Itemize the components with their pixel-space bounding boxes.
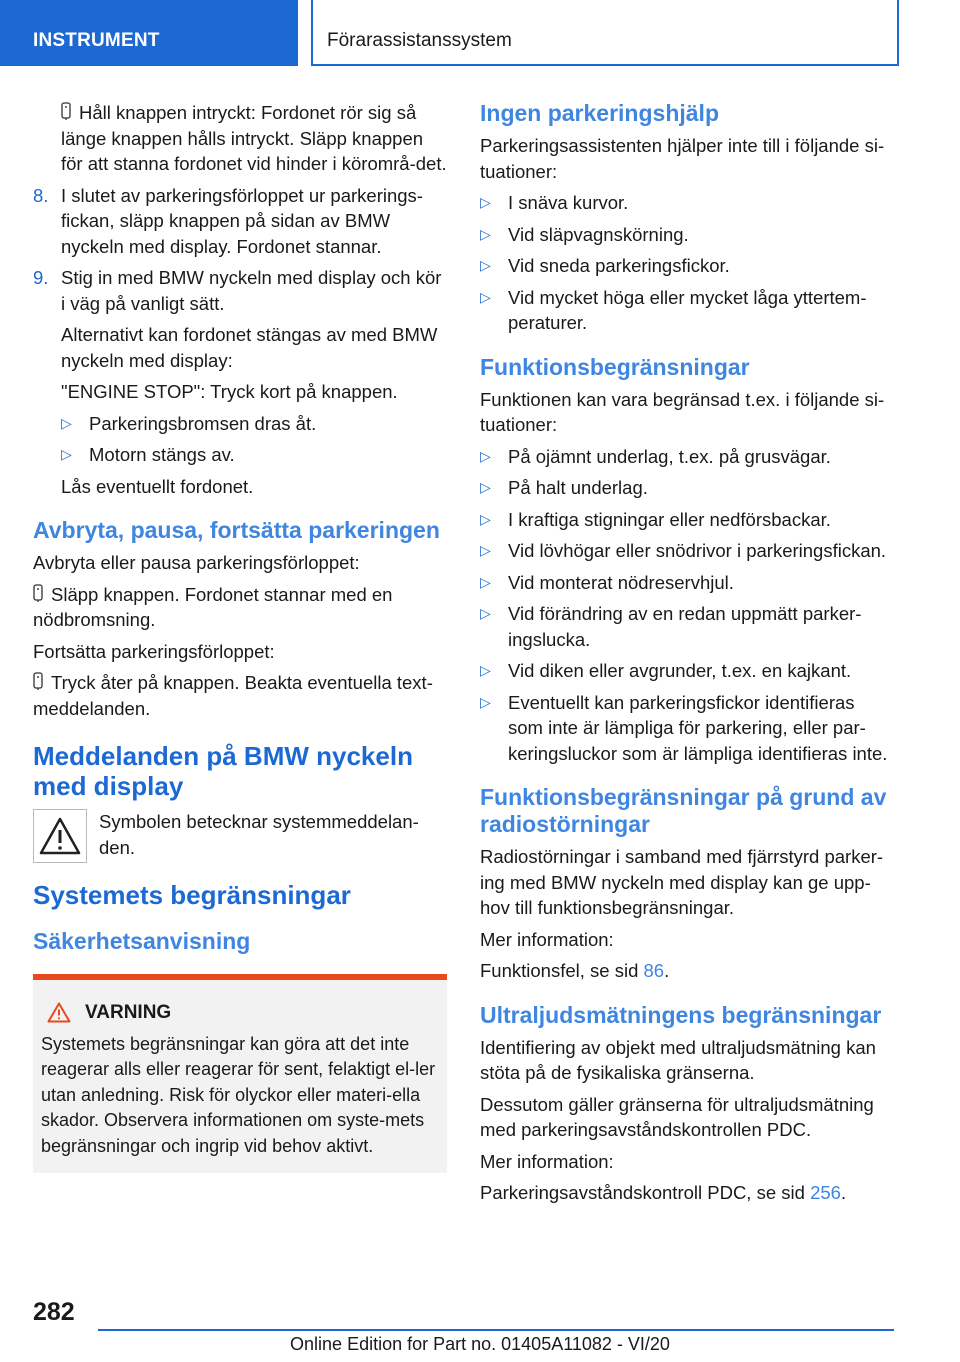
list-item: ▷ Parkeringsbromsen dras åt.: [61, 411, 447, 437]
list-item: ▷ Vid sneda parkeringsfickor.: [480, 253, 894, 279]
list-item: ▷ Vid mycket höga eller mycket låga yttertem-peraturer.: [480, 286, 867, 333]
abort-step: Släpp knappen. Fordonet stannar med en nödbromsning.: [33, 583, 393, 630]
continued-step-text: Håll knappen intryckt: Fordonet rör sig så länge knappen hålls intryckt. Släpp knappen för att stanna fordonet vid hinder i körområ-det.: [61, 102, 447, 174]
symbol-row: [33, 809, 447, 863]
footer-divider: [98, 1329, 894, 1331]
triangle-bullet-icon: ▷: [480, 605, 491, 621]
page-link-86[interactable]: 86: [643, 960, 665, 981]
list-item: ▷ Motorn stängs av.: [61, 442, 447, 468]
triangle-bullet-icon: ▷: [61, 414, 72, 431]
radio-text: Radiostörningar i samband med fjärrstyrd parker-ing med BMW nyckeln med display kan ge upp-hov till funktionsbegränsningar.: [480, 846, 884, 918]
key-fob-icon: [61, 102, 73, 121]
triangle-bullet-icon: ▷: [480, 693, 491, 710]
step-number: 8.: [33, 184, 49, 206]
heading-radio: Funktionsbegränsningar på grund av radiostörningar: [480, 784, 887, 837]
section-tab: [0, 0, 298, 66]
continued-step: [33, 100, 447, 177]
right-column: [480, 100, 894, 1212]
warning-triangle-icon: [47, 1002, 71, 1023]
engine-stop-text: "ENGINE STOP": Tryck kort på knappen.: [61, 381, 398, 402]
left-column: [33, 100, 447, 1173]
triangle-bullet-icon: ▷: [480, 225, 491, 242]
warning-title: VARNING: [41, 1000, 439, 1026]
triangle-bullet-icon: ▷: [480, 288, 491, 305]
heading-abort: Avbryta, pausa, fortsätta parkeringen: [33, 517, 440, 543]
section-title: INSTRUMENT: [33, 30, 160, 51]
abort-intro: Avbryta eller pausa parkeringsförloppet:: [33, 552, 360, 573]
list-item: ▷ På ojämnt underlag, t.ex. på grusvägar.: [480, 444, 894, 470]
lock-text: Lås eventuellt fordonet.: [61, 475, 254, 497]
continue-intro: Fortsätta parkeringsförloppet:: [33, 640, 275, 662]
triangle-bullet-icon: ▷: [480, 447, 491, 464]
heading-func-limits: Funktionsbegränsningar: [480, 353, 750, 380]
ultrasound-reference: Parkeringsavståndskontroll PDC, se sid 256.: [480, 1182, 847, 1203]
triangle-bullet-icon: ▷: [480, 573, 491, 590]
heading-limits: Systemets begränsningar: [33, 880, 351, 910]
heading-ultrasound: Ultraljudsmätningens begränsningar: [480, 1001, 882, 1028]
list-item: ▷ Eventuellt kan parkeringsfickor identifieras som inte är lämpliga för parkering, eller par-keringsluckor som är lämpliga identifieras inte.: [480, 691, 888, 764]
symbol-text: Symbolen betecknar systemmeddelan-den.: [99, 811, 419, 858]
key-fob-icon: [33, 672, 45, 691]
list-item: ▷ Vid monterat nödreservhjul.: [480, 570, 894, 596]
triangle-bullet-icon: ▷: [480, 510, 491, 527]
triangle-bullet-icon: ▷: [480, 257, 491, 273]
warning-text: Systemets begränsningar kan göra att det inte reagerar alls eller reagerar för sent, felaktigt el-ler utan anledning. Risk för olyckor eller materi-ella skador. Observera informationen om syste-mets begränsningar och ingrip vid behov aktivt.: [41, 1033, 436, 1156]
step-text: I slutet av parkeringsförloppet ur parkerings-fickan, släpp knappen på sidan av BMW nyckeln med display. Fordonet stannar.: [61, 184, 423, 257]
list-item: ▷ Vid diken eller avgrunder, t.ex. en kajkant.: [480, 658, 894, 684]
triangle-bullet-icon: ▷: [480, 542, 491, 558]
heading-no-assist: Ingen parkeringshjälp: [480, 100, 719, 126]
alt-text: Alternativt kan fordonet stängas av med BMW nyckeln med display:: [61, 324, 438, 371]
triangle-bullet-icon: ▷: [61, 446, 72, 462]
key-fob-icon: [33, 584, 45, 603]
page-link-256[interactable]: 256: [810, 1182, 841, 1203]
continue-step: Tryck åter på knappen. Beakta eventuella text-meddelanden.: [33, 672, 433, 719]
list-item: ▷ I snäva kurvor.: [480, 190, 894, 216]
triangle-bullet-icon: ▷: [480, 479, 491, 495]
ultrasound-text-1: Identifiering av objekt med ultraljudsmätning kan stöta på de fysikaliska gränserna.: [480, 1036, 876, 1083]
warning-panel: [33, 974, 447, 1173]
list-item: ▷ Vid förändring av en redan uppmätt parker-ingslucka.: [480, 603, 862, 650]
step-8: [33, 183, 447, 260]
ultrasound-text-2: Dessutom gäller gränserna för ultraljudsmätning med parkeringsavståndskontrollen PDC.: [480, 1093, 874, 1140]
page-number: 282: [33, 1298, 75, 1326]
warning-symbol-box: [33, 809, 87, 863]
more-info: Mer information:: [480, 928, 614, 950]
triangle-bullet-icon: ▷: [480, 662, 491, 678]
more-info: Mer information:: [480, 1150, 614, 1172]
no-assist-intro: Parkeringsassistenten hjälper inte till i följande si-tuationer:: [480, 135, 885, 182]
chapter-tab: [311, 0, 899, 66]
triangle-bullet-icon: ▷: [480, 194, 491, 210]
warning-triangle-icon: [38, 816, 82, 856]
edition-text: Online Edition for Part no. 01405A11082 - VI/20: [290, 1334, 670, 1354]
func-limits-intro: Funktionen kan vara begränsad t.ex. i följande si-tuationer:: [480, 388, 885, 435]
list-item: ▷ I kraftiga stigningar eller nedförsbackar.: [480, 507, 894, 533]
list-item: ▷ Vid lövhögar eller snödrivor i parkeringsfickan.: [480, 538, 894, 564]
list-item: ▷ På halt underlag.: [480, 475, 894, 501]
chapter-title: Förarassistanssystem: [327, 30, 512, 51]
heading-messages: Meddelanden på BMW nyckeln med display: [33, 741, 413, 801]
step-text: Stig in med BMW nyckeln med display och kör i väg på vanligt sätt.: [61, 267, 442, 314]
heading-safety: Säkerhetsanvisning: [33, 927, 251, 954]
step-number: 9.: [33, 267, 49, 288]
list-item: ▷ Vid släpvagnskörning.: [480, 222, 894, 248]
step-9: [33, 265, 447, 316]
radio-reference: Funktionsfel, se sid 86.: [480, 960, 670, 981]
page-header: [0, 0, 960, 66]
